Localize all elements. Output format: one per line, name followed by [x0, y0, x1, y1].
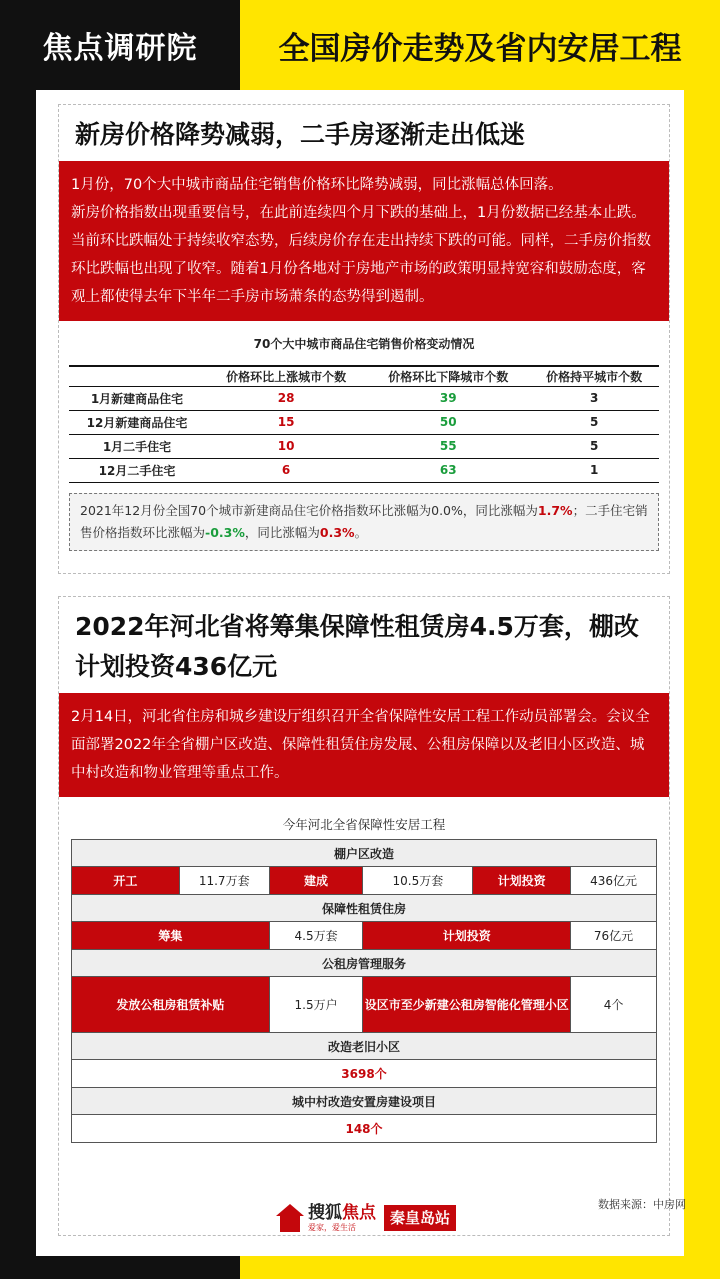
shantytown-invest-value: 436亿元: [571, 867, 657, 895]
old-community-header: 改造老旧小区: [72, 1033, 657, 1060]
table-row: [69, 434, 659, 458]
house-icon: [276, 1204, 304, 1232]
col-header-down: 价格环比下降城市个数: [367, 366, 529, 386]
project-table-title: 今年河北全省保障性安居工程: [282, 817, 446, 832]
rental-invest-label: 计划投资: [363, 922, 571, 950]
flat-count: 5: [529, 434, 659, 458]
header: [0, 0, 720, 90]
row-label: 1月新建商品住宅: [69, 386, 205, 410]
data-source: 数据来源：中房网: [598, 1198, 686, 1211]
section2-heading: 2022年河北省将筹集保障性租赁房4.5万套，棚改计划投资436亿元: [75, 612, 639, 681]
section-housing-prices: [58, 104, 670, 574]
start-label: 开工: [72, 867, 180, 895]
brand-label: 焦点调研院: [42, 31, 198, 66]
logo-slogan: 爱家，爱生活: [308, 1223, 356, 1232]
urban-village-value: 148个: [72, 1115, 657, 1143]
up-count: 28: [205, 386, 367, 410]
note-text-1: 2021年12月份全国70个城市新建商品住宅价格指数环比涨幅为0.0%，同比涨幅为: [80, 502, 538, 518]
section1-summary: [59, 161, 669, 321]
section1-heading: 新房价格降势减弱，二手房逐渐走出低迷: [75, 120, 526, 149]
station-badge: 秦皇岛站: [384, 1205, 456, 1231]
table-row: [69, 386, 659, 410]
up-count: 10: [205, 434, 367, 458]
note-value-2: -0.3%: [205, 524, 245, 540]
logo-main-b: 焦点: [342, 1203, 376, 1223]
section-hebei-housing: [58, 596, 670, 1236]
smart-community-value: 4个: [571, 977, 657, 1033]
up-count: 6: [205, 458, 367, 482]
down-count: 55: [367, 434, 529, 458]
note-text-3: ，同比涨幅为: [244, 524, 320, 540]
table-row: [72, 922, 657, 950]
section1-paragraph-2: 新房价格指数出现重要信号，在此前连续四个月下跌的基础上，1月份数据已经基本止跌。当前环比跌幅处于持续收窄态势，后续房价存在走出持续下跌的可能。同样，二手房价指数环比跌幅也出现了收窄。随着1月份各地对于房地产市场的政策明显持宽容和鼓励态度，客观上都使得去年下半年二手房市场萧条的态势得到遏制。: [71, 205, 651, 305]
note-text-4: 。: [354, 524, 368, 540]
flat-count: 1: [529, 458, 659, 482]
old-community-value: 3698个: [72, 1060, 657, 1088]
shantytown-header: 棚户区改造: [72, 840, 657, 867]
logo-main-a: 搜狐: [308, 1203, 342, 1223]
subsidy-label: 发放公租房租赁补贴: [72, 977, 270, 1033]
note-value-1: 1.7%: [537, 502, 573, 518]
flat-count: 3: [529, 386, 659, 410]
built-value: 10.5万套: [363, 867, 473, 895]
table-row: [72, 1088, 657, 1115]
price-table-header-row: [69, 366, 659, 386]
shantytown-invest-label: 计划投资: [473, 867, 571, 895]
table-row: [72, 1033, 657, 1060]
index-note: [69, 493, 659, 551]
up-count: 15: [205, 410, 367, 434]
section2-paragraph: 2月14日，河北省住房和城乡建设厅组织召开全省保障性安居工程工作动员部署会。会议全面部署2022年全省棚户区改造、保障性租赁住房发展、公租房保障以及老旧小区改造、城中村改造和物业管理等重点工作。: [71, 709, 650, 781]
note-text-2: ；二手住宅销售价格指数环比涨幅为: [80, 502, 648, 540]
table-row: [72, 950, 657, 977]
down-count: 63: [367, 458, 529, 482]
urban-village-header: 城中村改造安置房建设项目: [72, 1088, 657, 1115]
built-label: 建成: [269, 867, 363, 895]
table-row: [72, 840, 657, 867]
col-header-up: 价格环比上涨城市个数: [205, 366, 367, 386]
section1-paragraph-1: 1月份，70个大中城市商品住宅销售价格环比降势减弱，同比涨幅总体回落。: [71, 177, 563, 193]
table-row: [69, 410, 659, 434]
rental-header: 保障性租赁住房: [72, 895, 657, 922]
row-label: 12月二手住宅: [69, 458, 205, 482]
table-row: [69, 458, 659, 482]
table-row: [72, 895, 657, 922]
row-label: 1月二手住宅: [69, 434, 205, 458]
note-value-3: 0.3%: [319, 524, 355, 540]
section2-summary: [59, 693, 669, 797]
housing-project-table: [71, 839, 657, 1143]
flat-count: 5: [529, 410, 659, 434]
price-table-title: 70个大中城市商品住宅销售价格变动情况: [253, 337, 475, 351]
price-change-table: [69, 365, 659, 483]
subsidy-value: 1.5万户: [269, 977, 363, 1033]
table-row: [72, 1060, 657, 1088]
down-count: 50: [367, 410, 529, 434]
col-header-blank: [69, 366, 205, 386]
row-label: 12月新建商品住宅: [69, 410, 205, 434]
content-sheet: [36, 90, 684, 1256]
public-header: 公租房管理服务: [72, 950, 657, 977]
start-value: 11.7万套: [179, 867, 269, 895]
sohu-focus-logo: [276, 1198, 476, 1238]
raise-label: 筹集: [72, 922, 270, 950]
down-count: 39: [367, 386, 529, 410]
smart-community-label: 设区市至少新建公租房智能化管理小区: [363, 977, 571, 1033]
table-row: [72, 1115, 657, 1143]
table-row: [72, 867, 657, 895]
logo-text: [308, 1203, 376, 1233]
table-row: [72, 977, 657, 1033]
raise-value: 4.5万套: [269, 922, 363, 950]
page-title: 全国房价走势及省内安居工程: [278, 30, 682, 67]
logo-main: [308, 1203, 376, 1223]
rental-invest-value: 76亿元: [571, 922, 657, 950]
col-header-flat: 价格持平城市个数: [529, 366, 659, 386]
